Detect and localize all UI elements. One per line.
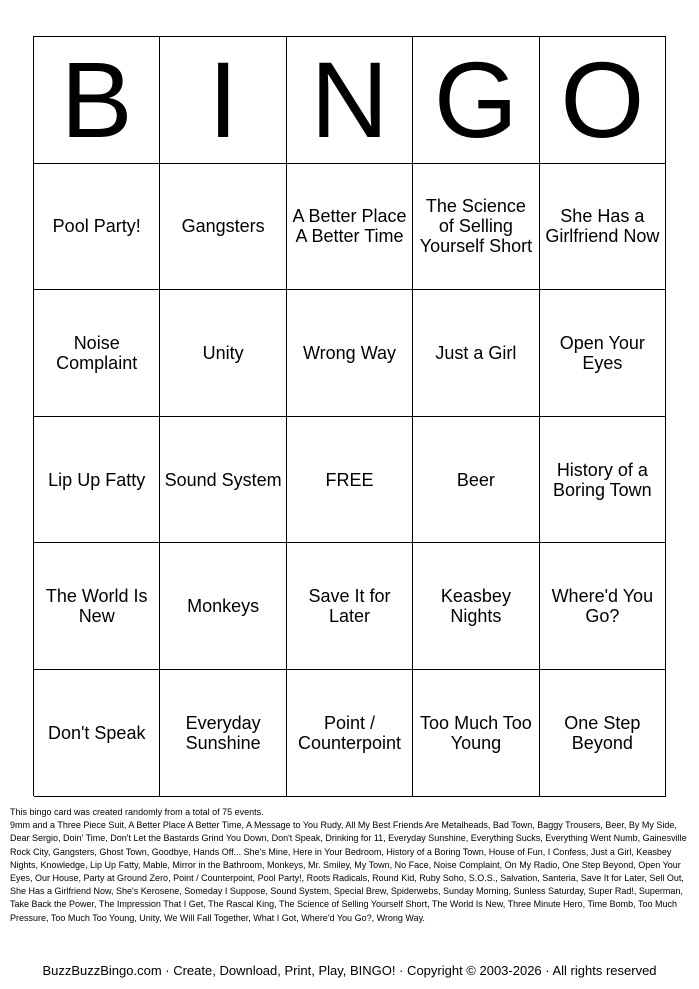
bingo-cell: The Science of Selling Yourself Short (413, 164, 539, 291)
bingo-cell: She Has a Girlfriend Now (540, 164, 666, 291)
bingo-cell: Point / Counterpoint (287, 670, 413, 797)
event-list: 9mm and a Three Piece Suit, A Better Place A Better Time, A Message to You Rudy, All My Best Friends Are Metalheads, Bad Town, Baggy Trousers, Beer, By My Side, Dear Sergio, Doin' Time, Don't Let the Bastards Grind You Down, Don't Speak, Drinking for 11, Everyday Sunshine, Everything Sucks, Everything Went Numb, Gainesville Rock City, Gangsters, Ghost Town, Goodbye, Hands Off... She's Mine, Here in Your Bedroom, History of a Boring Town, House of Fun, I Confess, Just a Girl, Keasbey Nights, Knowledge, Lip Up Fatty, Mable, Mirror in the Bathroom, Monkeys, Mr. Smiley, My Town, No Face, Noise Complaint, On My Radio, One Step Beyond, Open Your Eyes, Our House, Party at Ground Zero, Point / Counterpoint, Pool Party!, Roots Radicals, Round Kid, Ruby Soho, S.O.S., Salvation, Santeria, Save It for Later, Sell Out, She Has a Girlfriend Now, She's Kerosene, Someday I Suppose, Sound System, Special Brew, Spiderwebs, Sunday Morning, Sunless Saturday, Super Rad!, Superman, Take Back the Power, The Impression That I Get, The Rascal King, The Science of Selling Yourself Short, The World Is New, Three Minute Hero, Time Bomb, Too Much Pressure, Too Much Too Young, Unity, We Will Fall Together, What I Got, Where'd You Go?, Wrong Way. (10, 820, 687, 923)
bingo-cell: Monkeys (160, 543, 286, 670)
bingo-cell: Don't Speak (34, 670, 160, 797)
bingo-cell: Just a Girl (413, 290, 539, 417)
bingo-cell: Beer (413, 417, 539, 544)
bingo-cell: Save It for Later (287, 543, 413, 670)
bingo-row-3 (34, 417, 666, 544)
bingo-cell: Open Your Eyes (540, 290, 666, 417)
bingo-cell: The World Is New (34, 543, 160, 670)
bingo-row-2 (34, 290, 666, 417)
bingo-free-cell: FREE (287, 417, 413, 544)
bingo-cell: Pool Party! (34, 164, 160, 291)
bingo-row-5 (34, 670, 666, 797)
header-letter-b: B (34, 37, 160, 164)
bingo-row-4 (34, 543, 666, 670)
bingo-cell: Too Much Too Young (413, 670, 539, 797)
bingo-row-1 (34, 164, 666, 291)
bingo-cell: Sound System (160, 417, 286, 544)
bingo-cell: Where'd You Go? (540, 543, 666, 670)
bingo-cell: History of a Boring Town (540, 417, 666, 544)
bingo-cell: Wrong Way (287, 290, 413, 417)
bingo-card (33, 36, 666, 796)
event-list-info (10, 806, 690, 925)
bingo-cell: Noise Complaint (34, 290, 160, 417)
header-letter-o: O (540, 37, 666, 164)
header-letter-g: G (413, 37, 539, 164)
site-footer: BuzzBuzzBingo.com · Create, Download, Print, Play, BINGO! · Copyright © 2003-2026 · All rights reserved (42, 963, 657, 978)
bingo-cell: Lip Up Fatty (34, 417, 160, 544)
event-count-note: This bingo card was created randomly from a total of 75 events. (10, 807, 264, 817)
bingo-cell: One Step Beyond (540, 670, 666, 797)
bingo-cell: A Better Place A Better Time (287, 164, 413, 291)
header-letter-n: N (287, 37, 413, 164)
bingo-cell: Keasbey Nights (413, 543, 539, 670)
bingo-cell: Unity (160, 290, 286, 417)
bingo-cell: Gangsters (160, 164, 286, 291)
header-letter-i: I (160, 37, 286, 164)
bingo-header-row (34, 37, 666, 164)
bingo-cell: Everyday Sunshine (160, 670, 286, 797)
